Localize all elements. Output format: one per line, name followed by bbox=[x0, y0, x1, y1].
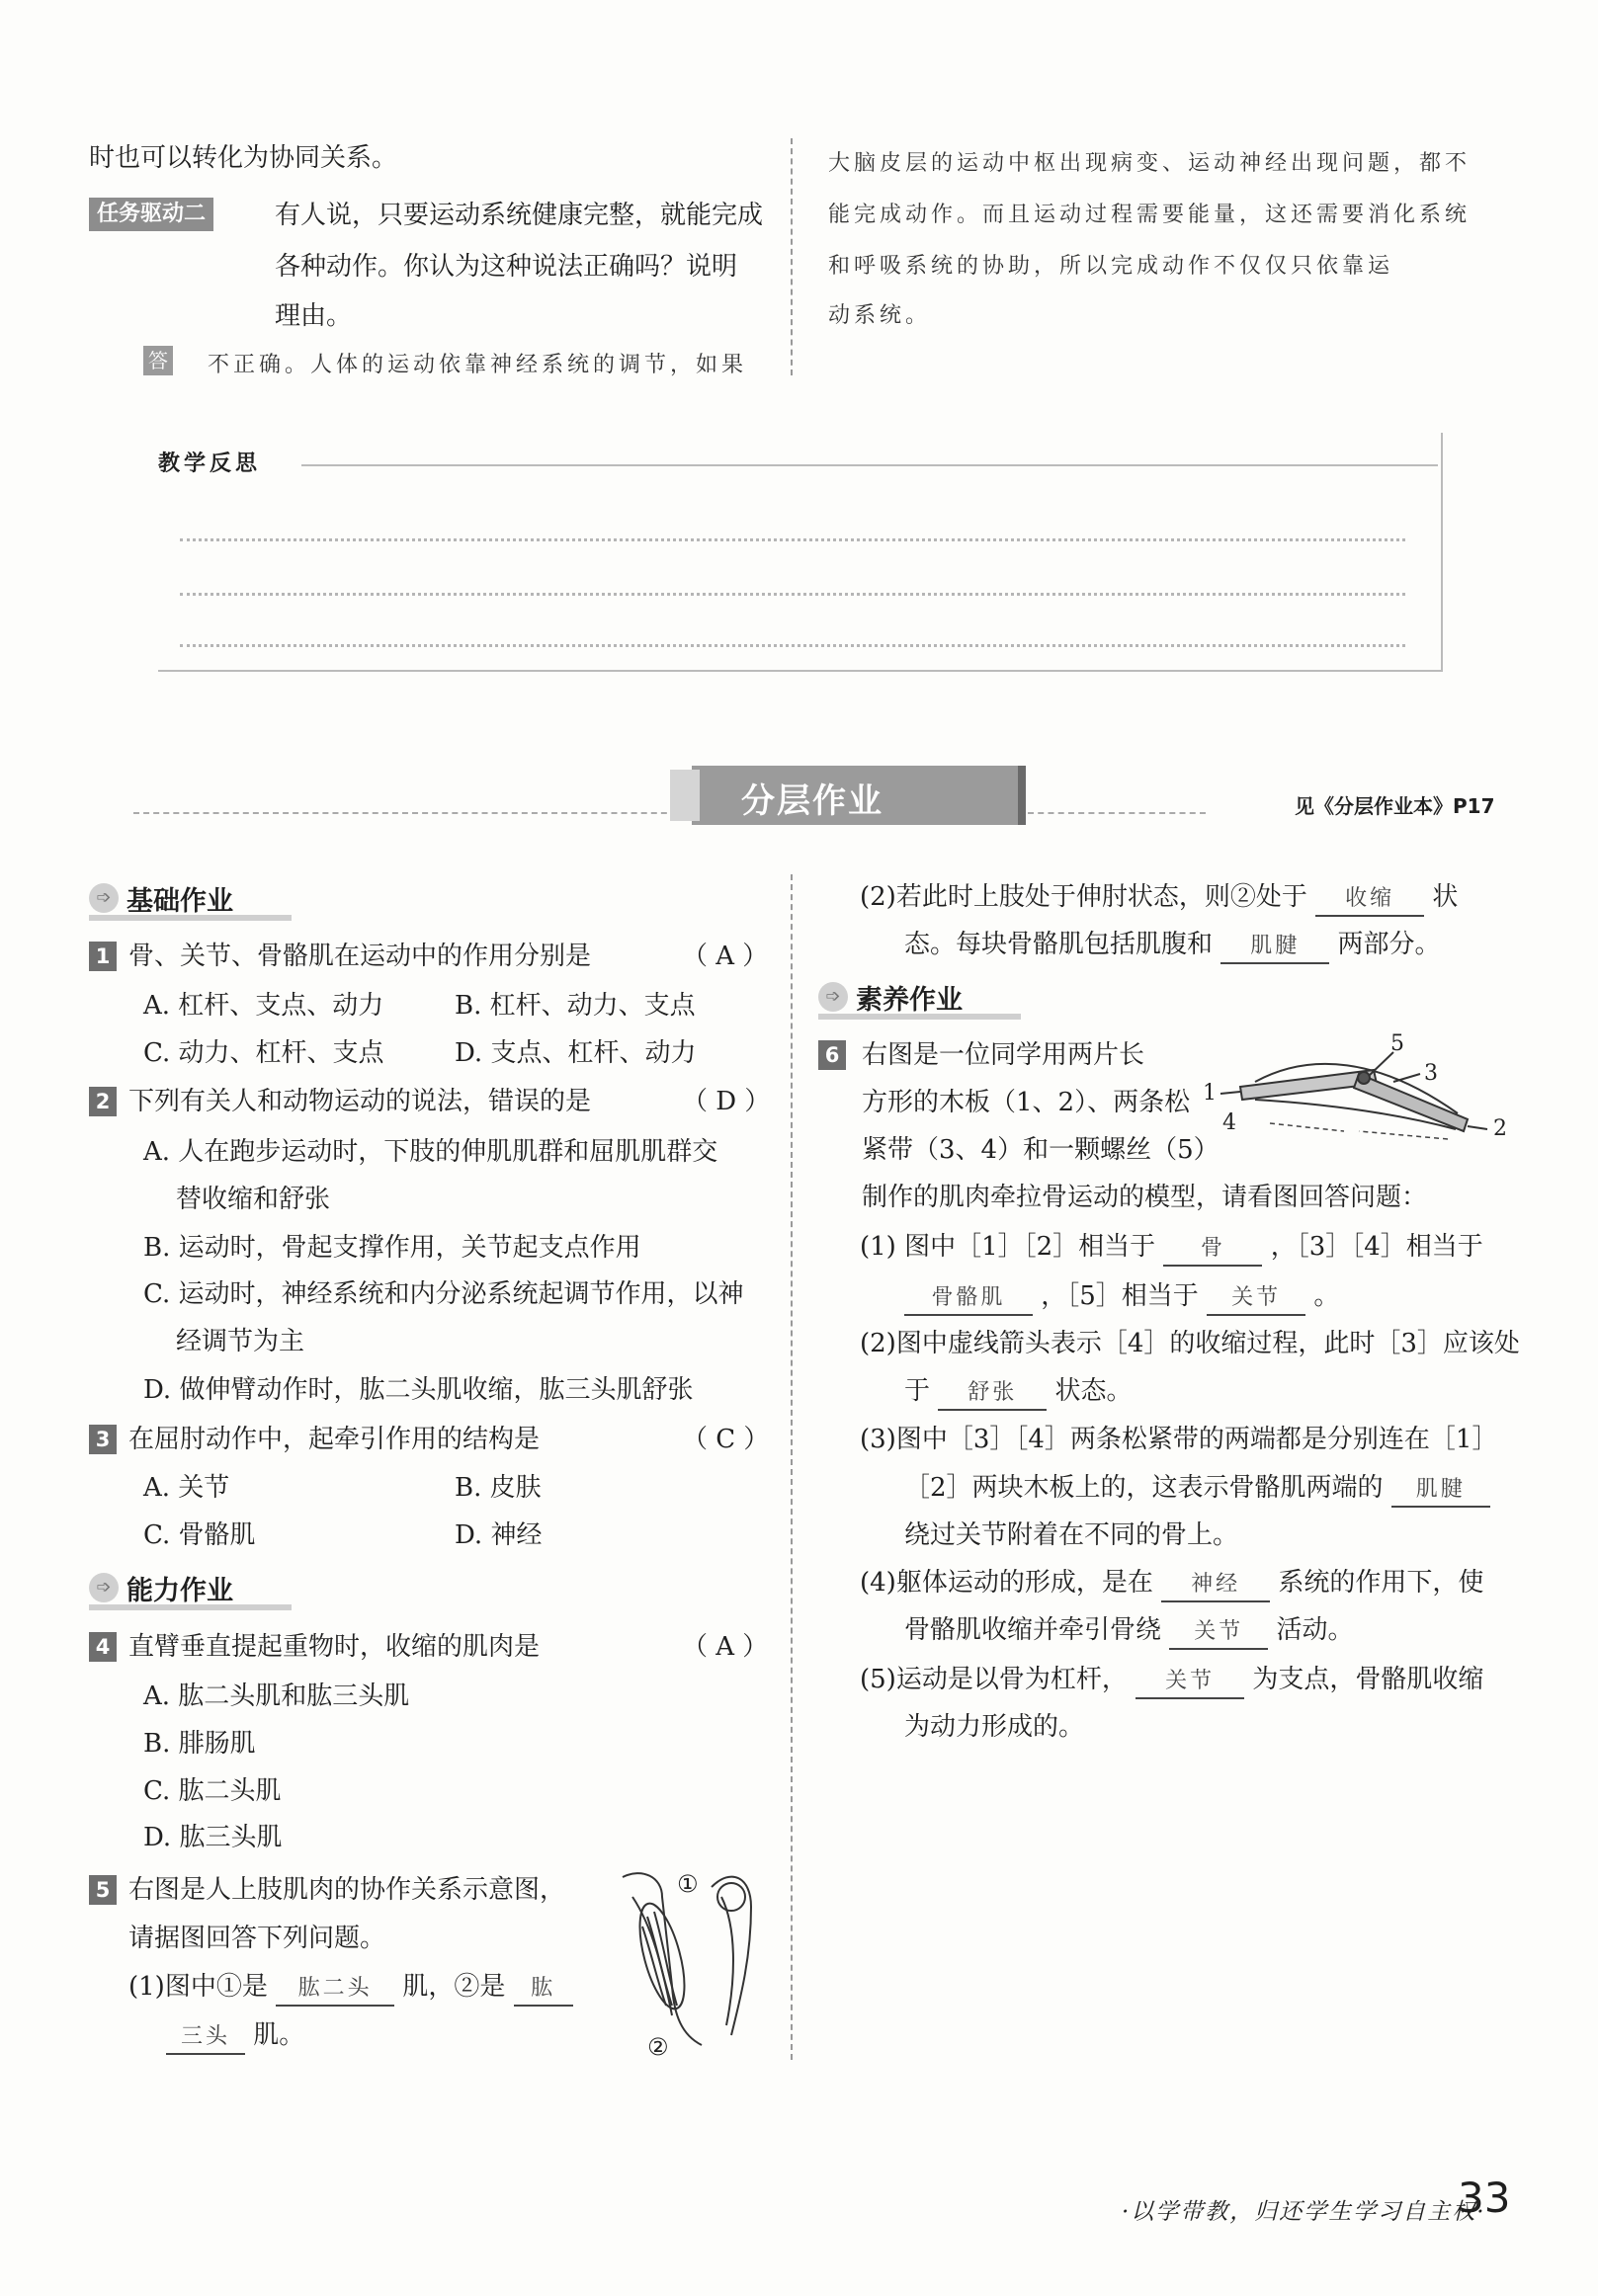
arm-muscle-figure bbox=[603, 1867, 791, 2065]
q6-sub1-prefix: (1) 图中［1］［2］相当于 bbox=[860, 1232, 1156, 1262]
task-driver-tag bbox=[89, 198, 213, 231]
q4-answer: （ A ） bbox=[682, 1632, 769, 1662]
q4-option-d: D. 肱三头肌 bbox=[143, 1823, 283, 1852]
screw-5 bbox=[1358, 1072, 1370, 1084]
q6-sub1-mid: ，［3］［4］相当于 bbox=[1270, 1232, 1483, 1262]
q6-blank-7: 关节 bbox=[1169, 1616, 1268, 1650]
q5-blank-2b: 三头 bbox=[166, 2021, 245, 2055]
task-question-line2: 各种动作。你认为这种说法正确吗？说明 bbox=[275, 252, 738, 282]
q3-stem: 在屈肘动作中，起牵引作用的结构是 bbox=[128, 1425, 541, 1454]
q2-option-a-line2: 替收缩和舒张 bbox=[176, 1185, 331, 1214]
section-ability bbox=[89, 1569, 233, 1606]
answer-line2: 大脑皮层的运动中枢出现病变、运动神经出现问题，都不 bbox=[828, 151, 1472, 176]
q1-option-c: C. 动力、杠杆、支点 bbox=[143, 1038, 384, 1068]
q6-sub2-line1: (2)图中虚线箭头表示［4］的收缩过程，此时［3］应该处 bbox=[860, 1329, 1520, 1358]
q2-option-c-line1: C. 运动时，神经系统和内分泌系统起调节作用，以神 bbox=[143, 1279, 744, 1309]
q6-sub4-suffix: 活动。 bbox=[1276, 1615, 1354, 1645]
q6-sub2-suffix: 状态。 bbox=[1054, 1376, 1133, 1406]
task-question-line1: 有人说，只要运动系统健康完整，就能完成 bbox=[275, 201, 764, 230]
q4-option-b: B. 腓肠肌 bbox=[143, 1729, 256, 1759]
answer-line3: 能完成动作。而且运动过程需要能量，这还需要消化系统 bbox=[828, 203, 1472, 227]
task-question-line3: 理由。 bbox=[275, 301, 353, 331]
q6-sub5-prefix: (5)运动是以骨为杠杆， bbox=[860, 1665, 1128, 1694]
q5-sub1-prefix: (1)图中①是 bbox=[128, 1972, 268, 2002]
q6-sub3-prefix: ［2］两块木板上的，这表示骨骼肌两端的 bbox=[904, 1473, 1384, 1503]
q4-stem: 直臂垂直提起重物时，收缩的肌肉是 bbox=[128, 1632, 541, 1662]
q6-sub5-mid: 为支点，骨骼肌收缩 bbox=[1252, 1665, 1484, 1694]
q5-sub2-line2 bbox=[904, 925, 1441, 964]
q6-sub3-line1: (3)图中［3］［4］两条松紧带的两端都是分别连在［1］ bbox=[860, 1425, 1498, 1454]
q6-blank-6: 神经 bbox=[1161, 1569, 1270, 1602]
q6-sub4-line1 bbox=[860, 1563, 1483, 1602]
fig-label-5: 5 bbox=[1390, 1032, 1404, 1056]
q6-sub4-line2-prefix: 骨骼肌收缩并牵引骨绕 bbox=[904, 1615, 1162, 1645]
q5-sub2-prefix: (2)若此时上肢处于伸肘状态，则②处于 bbox=[860, 882, 1307, 912]
label-line-1 bbox=[1220, 1092, 1240, 1094]
q2-option-b: B. 运动时，骨起支撑作用，关节起支点作用 bbox=[143, 1233, 641, 1263]
q5-stem-line2: 请据图回答下列问题。 bbox=[128, 1924, 386, 1953]
reflection-title: 教学反思 bbox=[158, 451, 262, 476]
answer-tag: 答 bbox=[143, 346, 173, 375]
fig-label-2: 2 bbox=[1493, 1116, 1507, 1141]
arrow-icon: ➩ bbox=[89, 883, 119, 913]
page-number: 33 bbox=[1458, 2173, 1511, 2222]
banner-box bbox=[692, 766, 1026, 825]
q6-sub2-line2 bbox=[904, 1371, 1133, 1411]
q3-option-c: C. 骨骼肌 bbox=[143, 1520, 256, 1550]
footer-motto: ·以学带教，归还学生学习自主权· bbox=[1122, 2199, 1486, 2225]
q5-sub1-mid: 肌，②是 bbox=[402, 1972, 506, 2002]
q6-blank-2: 骨骼肌 bbox=[904, 1282, 1033, 1316]
section-ability-label: 能力作业 bbox=[126, 1575, 233, 1606]
q5-blank-3: 收缩 bbox=[1315, 883, 1424, 917]
q6-blank-4: 舒张 bbox=[938, 1377, 1047, 1411]
q6-blank-5: 肌腱 bbox=[1391, 1474, 1490, 1508]
board-model-figure bbox=[1201, 1032, 1517, 1161]
dashed-arrow-right bbox=[1359, 1131, 1448, 1139]
section-literacy-label: 素养作业 bbox=[856, 984, 963, 1016]
q1-number: 1 bbox=[89, 942, 117, 971]
q5-sub1-suffix: 肌。 bbox=[253, 2020, 305, 2050]
q2-option-c-line2: 经调节为主 bbox=[176, 1327, 305, 1356]
fig-label-1: 1 bbox=[1203, 1081, 1217, 1106]
q6-number: 6 bbox=[818, 1040, 846, 1070]
q6-stem-line2: 方形的木板（1、2）、两条松 bbox=[862, 1088, 1191, 1117]
banner-ref: 见《分层作业本》P17 bbox=[1295, 794, 1495, 818]
reflection-line bbox=[180, 538, 1405, 541]
banner-tab bbox=[670, 770, 700, 821]
section-literacy bbox=[818, 978, 963, 1016]
q6-sub4-prefix: (4)躯体运动的形成，是在 bbox=[860, 1568, 1153, 1598]
reflection-line bbox=[180, 593, 1405, 596]
dashed-arrow-left bbox=[1270, 1123, 1344, 1131]
q5-sub2-line2-prefix: 态。每块骨骼肌包括肌腹和 bbox=[904, 930, 1214, 959]
reflection-box bbox=[158, 433, 1443, 672]
q5-sub2-line1 bbox=[860, 877, 1458, 917]
q3-option-b: B. 皮肤 bbox=[455, 1473, 542, 1503]
q6-sub5-line2: 为动力形成的。 bbox=[904, 1712, 1085, 1742]
q2-stem: 下列有关人和动物运动的说法，错误的是 bbox=[128, 1087, 592, 1116]
q6-sub4-line2 bbox=[904, 1610, 1354, 1650]
q4-number: 4 bbox=[89, 1632, 117, 1662]
q6-sub5-line1 bbox=[860, 1660, 1483, 1699]
column-divider bbox=[791, 874, 793, 2060]
reflection-title-rule bbox=[301, 464, 1438, 466]
q1-option-a: A. 杠杆、支点、动力 bbox=[143, 991, 384, 1021]
section-basic bbox=[89, 879, 233, 917]
board-2 bbox=[1354, 1074, 1468, 1131]
banner-rule-right bbox=[1028, 812, 1206, 814]
q4-option-a: A. 肱二头肌和肱三头肌 bbox=[143, 1681, 410, 1711]
q2-number: 2 bbox=[89, 1087, 117, 1116]
q6-stem-line4: 制作的肌肉牵拉骨运动的模型，请看图回答问题： bbox=[862, 1183, 1428, 1212]
task-tag-label: 任务驱动二 bbox=[89, 198, 213, 231]
label-line-2 bbox=[1468, 1126, 1487, 1129]
q2-option-d: D. 做伸臂动作时，肱二头肌收缩，肱三头肌舒张 bbox=[143, 1375, 694, 1405]
fig-label-3: 3 bbox=[1424, 1061, 1438, 1086]
answer-line4: 和呼吸系统的协助，所以完成动作不仅仅只依靠运 bbox=[828, 254, 1394, 279]
q1-stem: 骨、关节、骨骼肌在运动中的作用分别是 bbox=[128, 942, 592, 971]
q5-sub2-line2-suffix: 两部分。 bbox=[1337, 930, 1441, 959]
top-left-line1: 时也可以转化为协同关系。 bbox=[89, 143, 398, 173]
arrow-icon: ➩ bbox=[89, 1573, 119, 1602]
q6-blank-1: 骨 bbox=[1163, 1233, 1262, 1267]
q3-option-d: D. 神经 bbox=[455, 1520, 543, 1550]
arrow-icon: ➩ bbox=[818, 982, 848, 1012]
answer-line5: 动系统。 bbox=[828, 303, 932, 328]
label-line-3 bbox=[1393, 1074, 1420, 1082]
q3-option-a: A. 关节 bbox=[143, 1473, 230, 1503]
q6-sub1-line2 bbox=[904, 1276, 1339, 1316]
fig-label-1: ① bbox=[677, 1870, 699, 1898]
q2-answer: （ D ） bbox=[682, 1087, 771, 1116]
q5-sub2-suffix: 状 bbox=[1432, 882, 1459, 912]
q6-sub3-line2 bbox=[904, 1468, 1490, 1508]
q5-sub1 bbox=[128, 1967, 573, 2007]
reflection-line bbox=[180, 644, 1405, 647]
q5-sub1-line2 bbox=[166, 2015, 304, 2055]
q6-sub1-line1 bbox=[860, 1227, 1483, 1267]
q5-blank-4: 肌腱 bbox=[1220, 931, 1329, 964]
q5-stem-line1: 右图是人上肢肌肉的协作关系示意图， bbox=[128, 1875, 566, 1905]
forearm-bone bbox=[721, 1897, 733, 2025]
q2-option-a-line1: A. 人在跑步运动时，下肢的伸肌肌群和屈肌肌群交 bbox=[143, 1137, 718, 1167]
q3-answer: （ C ） bbox=[682, 1425, 770, 1454]
banner-rule-left bbox=[133, 812, 687, 814]
q1-option-d: D. 支点、杠杆、动力 bbox=[455, 1038, 697, 1068]
q1-option-b: B. 杠杆、动力、支点 bbox=[455, 991, 696, 1021]
q5-blank-2: 肱 bbox=[514, 1973, 573, 2007]
banner-title: 分层作业 bbox=[741, 781, 883, 821]
q6-stem-line1: 右图是一位同学用两片长 bbox=[862, 1040, 1145, 1070]
section-basic-label: 基础作业 bbox=[126, 885, 233, 917]
q6-sub4-mid: 系统的作用下，使 bbox=[1278, 1568, 1484, 1598]
fig-label-2: ② bbox=[647, 2033, 669, 2061]
q6-sub3-line3: 绕过关节附着在不同的骨上。 bbox=[904, 1520, 1239, 1550]
q1-answer: （ A ） bbox=[682, 942, 769, 971]
q3-number: 3 bbox=[89, 1425, 117, 1454]
q4-option-c: C. 肱二头肌 bbox=[143, 1776, 282, 1806]
top-column-divider bbox=[791, 138, 793, 375]
q6-blank-3: 关节 bbox=[1207, 1282, 1305, 1316]
q5-number: 5 bbox=[89, 1875, 117, 1905]
q6-sub1-mid2: ，［5］相当于 bbox=[1041, 1281, 1199, 1311]
fig-label-4: 4 bbox=[1222, 1110, 1236, 1135]
q6-stem-line3: 紧带（3、4）和一颗螺丝（5） bbox=[862, 1135, 1220, 1165]
q6-sub1-suffix: 。 bbox=[1313, 1281, 1340, 1311]
q6-blank-8: 关节 bbox=[1135, 1666, 1244, 1699]
q5-blank-1: 肱二头 bbox=[276, 1973, 394, 2007]
q6-sub2-prefix: 于 bbox=[904, 1376, 931, 1406]
answer-line1: 不正确。人体的运动依靠神经系统的调节，如果 bbox=[208, 353, 748, 377]
